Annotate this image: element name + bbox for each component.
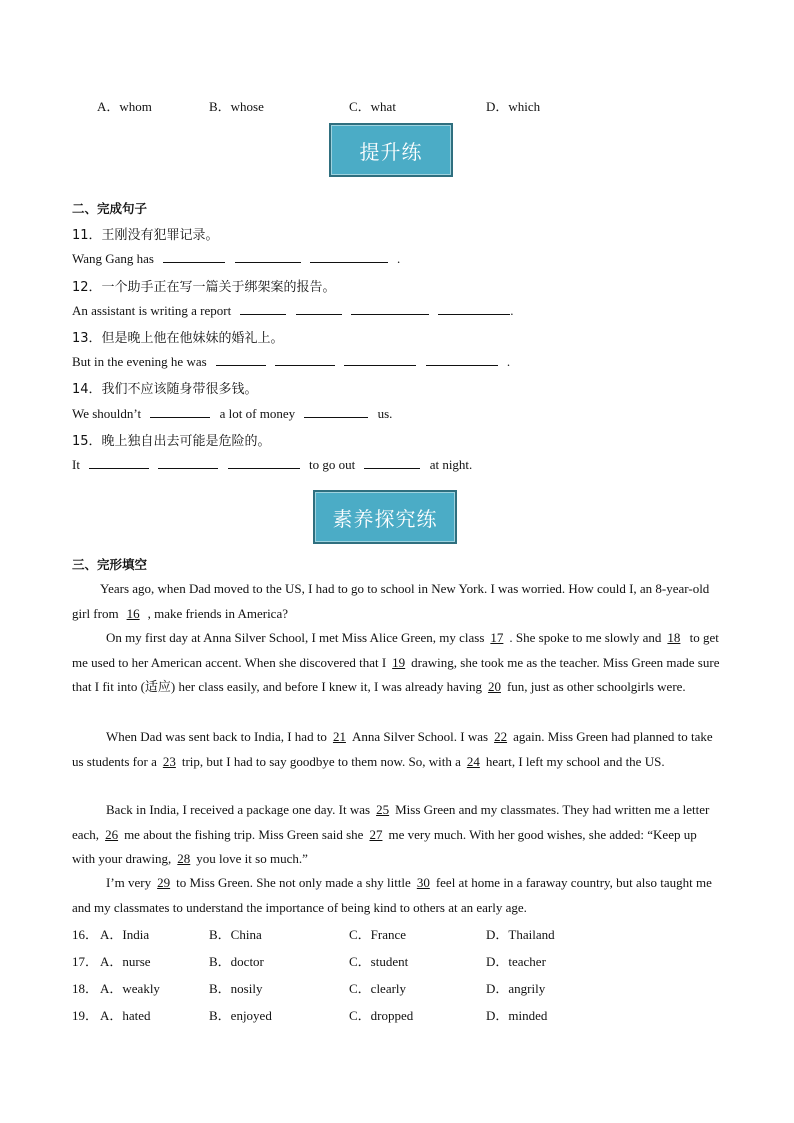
blank-27[interactable]: 27 [369,826,383,842]
blank-19[interactable]: 19 [392,654,406,670]
q19-option-b[interactable]: B．enjoyed [209,1008,272,1023]
section3-heading: 三、完形填空 [72,557,148,572]
q13-blank-3[interactable] [344,353,416,366]
q11-prefix: Wang Gang has [72,251,154,266]
blank-24[interactable]: 24 [466,753,480,769]
p4-text-1: Back in India, I received a package one day. It was [106,802,371,817]
q15-sentence [72,456,472,473]
p5-text-3: feel at home in a faraway country, but also taught me and my classmates to understand the importance of being kind to others at an early age. [72,875,712,915]
q14-blank-1[interactable] [150,405,210,418]
blank-16[interactable]: 16 [126,605,140,621]
q14-middle: a lot of money [219,406,296,421]
p3-text-2: Anna Silver School. I was [351,729,489,744]
q16-option-b[interactable]: B．China [209,927,262,942]
section2-heading: 二、完成句子 [72,201,148,216]
q18-option-a[interactable]: A．weakly [100,981,160,996]
p2-text-2: . She spoke to me slowly and [509,630,662,645]
q18-option-b[interactable]: B．nosily [209,981,263,996]
q16-option-a[interactable]: A．India [100,927,150,942]
q19-option-c[interactable]: C．dropped [349,1008,414,1023]
q17-option-b[interactable]: B．doctor [209,954,264,969]
banner-literacy: 素养探究练 [313,490,457,544]
q14-blank-2[interactable] [304,405,368,418]
q15-prefix: It [72,457,80,472]
q13-chinese: 13．但是晚上他在他妹妹的婚礼上。 [72,331,284,346]
q17-option-a[interactable]: A．nurse [100,954,151,969]
q19-option-d[interactable]: D．minded [486,1008,548,1023]
question-number: 17． [72,954,99,969]
blank-25[interactable]: 25 [376,802,390,817]
blank-21[interactable]: 21 [332,729,346,744]
p3-text-1: When Dad was sent back to India, I had to [106,729,327,744]
blank-26[interactable]: 26 [105,826,119,842]
p2-text-4: drawing, she took me as the teacher. Miss Green made sure that I fit into (适应) her class easily, and before I knew it, I was already having [72,654,720,694]
q11-blank-2[interactable] [235,250,301,263]
q12-blank-4[interactable] [438,302,510,315]
blank-17[interactable]: 17 [490,630,504,645]
q11-suffix: . [397,251,401,266]
cloze-paragraph-1 [72,577,722,626]
p4-text-4: me very much. With her good wishes, she added: “Keep up with your drawing, [72,826,697,866]
q12-suffix: . [510,303,514,318]
q10-option-a[interactable]: A．whom [97,99,152,114]
q12-sentence [72,302,513,319]
cloze-paragraph-5 [72,871,722,920]
q10-option-d[interactable]: D．which [486,99,541,114]
blank-30[interactable]: 30 [416,875,430,890]
q11-blank-1[interactable] [163,250,225,263]
cloze-paragraph-3 [72,725,722,774]
q12-blank-1[interactable] [240,302,286,315]
q19-option-a[interactable]: A．hated [100,1008,151,1023]
q12-chinese: 12．一个助手正在写一篇关于绑架案的报告。 [72,280,336,295]
cloze-paragraph-2 [72,626,722,700]
q16-option-c[interactable]: C．France [349,927,407,942]
p5-text-1: I’m very [106,875,152,890]
q11-chinese: 11．王刚没有犯罪记录。 [72,228,219,243]
q17-option-d[interactable]: D．teacher [486,954,546,969]
q14-prefix: We shouldn’t [72,406,142,421]
q10-option-c[interactable]: C．what [349,99,396,114]
p1-text-1: Years ago, when Dad moved to the US, I had to go to school in New York. I was worried. How could I, an 8-year-old girl from [72,581,710,621]
blank-22[interactable]: 22 [494,729,508,744]
p4-text-2: Miss Green and my classmates. They had written me a letter each, [72,802,710,842]
q13-blank-4[interactable] [426,353,498,366]
question-number: 18． [72,981,99,996]
p4-text-3: me about the fishing trip. Miss Green said she [124,826,364,842]
blank-29[interactable]: 29 [157,875,171,890]
q11-blank-3[interactable] [310,250,388,263]
blank-28[interactable]: 28 [177,851,191,866]
q10-option-b[interactable]: B．whose [209,99,264,114]
blank-18[interactable]: 18 [667,630,681,645]
q13-prefix: But in the evening he was [72,354,207,369]
p3-text-3: again. Miss Green had planned to take us students for a [72,729,713,769]
q13-blank-2[interactable] [275,353,335,366]
q13-blank-1[interactable] [216,353,266,366]
p1-text-2: , make friends in America? [147,605,288,621]
q13-suffix: . [506,354,511,369]
q18-option-c[interactable]: C．clearly [349,981,407,996]
p3-text-5: heart, I left my school and the US. [485,753,665,769]
q15-blank-4[interactable] [364,456,420,469]
q12-blank-3[interactable] [351,302,429,315]
q15-chinese: 15．晚上独自出去可能是危险的。 [72,434,271,449]
p3-text-4: trip, but I had to say goodbye to them now. So, with a [181,753,461,769]
banner-improve: 提升练 [329,123,453,177]
q15-blank-3[interactable] [228,456,300,469]
q16-option-d[interactable]: D．Thailand [486,927,555,942]
p2-text-1: On my first day at Anna Silver School, I met Miss Alice Green, my class [106,630,485,645]
q14-suffix: us. [377,406,393,421]
q11-sentence [72,250,400,267]
q13-sentence [72,353,510,370]
cloze-paragraph-4 [72,798,722,872]
p4-text-5: you love it so much.” [196,851,308,866]
q14-chinese: 14．我们不应该随身带很多钱。 [72,382,258,397]
q15-suffix: at night. [429,457,473,472]
p2-text-3: to get me used to her American accent. When she discovered that I [72,630,719,670]
question-number: 16． [72,927,99,942]
question-number: 19． [72,1008,99,1023]
p2-text-5: fun, just as other schoolgirls were. [506,679,686,694]
q15-blank-2[interactable] [158,456,218,469]
q14-sentence [72,405,392,422]
blank-23[interactable]: 23 [162,753,176,769]
q18-option-d[interactable]: D．angrily [486,981,546,996]
q12-prefix: An assistant is writing a report [72,303,232,318]
q15-blank-1[interactable] [89,456,149,469]
blank-20[interactable]: 20 [487,679,501,694]
q12-blank-2[interactable] [296,302,342,315]
p5-text-2: to Miss Green. She not only made a shy little [176,875,411,890]
q15-middle: to go out [308,457,356,472]
q17-option-c[interactable]: C．student [349,954,409,969]
